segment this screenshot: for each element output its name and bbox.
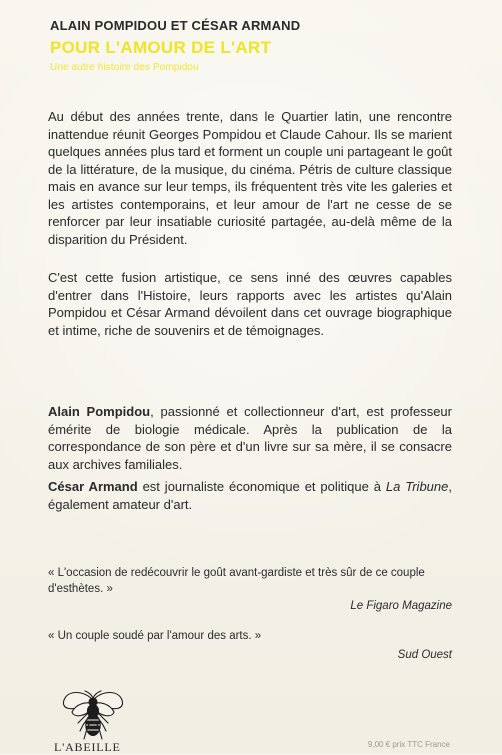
book-subtitle: Une autre histoire des Pompidou	[50, 62, 199, 73]
author-bio-text-alain: , passionné et collectionneur d'art, est professeur émérite de biologie médicale. Après la publication de la correspondance de son père et d'un livre sur sa mère, il se consacre aux archives familiales.	[48, 404, 452, 472]
author-name-alain: Alain Pompidou	[48, 404, 151, 419]
book-title: POUR L'AMOUR DE L'ART	[50, 38, 272, 57]
author-bio-cesar	[48, 478, 452, 513]
press-quote-1: « L'occasion de redécouvrir le goût avant-gardiste et très sûr de ce couple d'esthètes. »	[48, 567, 425, 595]
price-label: 9,00 € prix TTC France	[367, 740, 450, 749]
author-bio-alain	[48, 403, 452, 473]
summary-paragraph-2: C'est cette fusion artistique, ce sens inné des œuvres capables d'entrer dans l'Histoire, leurs rapports avec les artistes qu'Alain Pompidou et César Armand dévoilent dans cet ouvrage biographique et intime, riche de souvenirs et de témoignages.	[48, 270, 452, 338]
author-bio-text-cesar-1: est journaliste économique et politique à	[137, 479, 386, 494]
press-source-1: Le Figaro Magazine	[350, 600, 452, 612]
bee-logo-icon	[58, 684, 128, 744]
publication-name: La Tribune	[385, 479, 449, 494]
author-name-cesar: César Armand	[48, 479, 138, 494]
press-source-2: Sud Ouest	[397, 649, 452, 661]
press-quote-2: « Un couple soudé par l'amour des arts. »	[48, 630, 262, 642]
summary-paragraph-1: Au début des années trente, dans le Quartier latin, une rencontre inattendue réunit Georges Pompidou et Claude Cahour. Ils se marient quelques années plus tard et forment un couple uni partageant le goût de la littérature, de la musique, du cinéma. Pétris de culture classique mais en avance sur leur temps, ils fréquentent très vite les galeries et les artistes contemporains, et leur amour de l'art ne cesse de se renforcer par leur insatiable curiosité partagée, au-delà même de la disparition du Président.	[48, 109, 453, 247]
author-line: ALAIN POMPIDOU ET CÉSAR ARMAND	[50, 18, 301, 33]
author-bio-text-cesar-2: , également amateur d'art.	[48, 479, 452, 512]
publisher-name: L'ABEILLE	[54, 740, 121, 754]
